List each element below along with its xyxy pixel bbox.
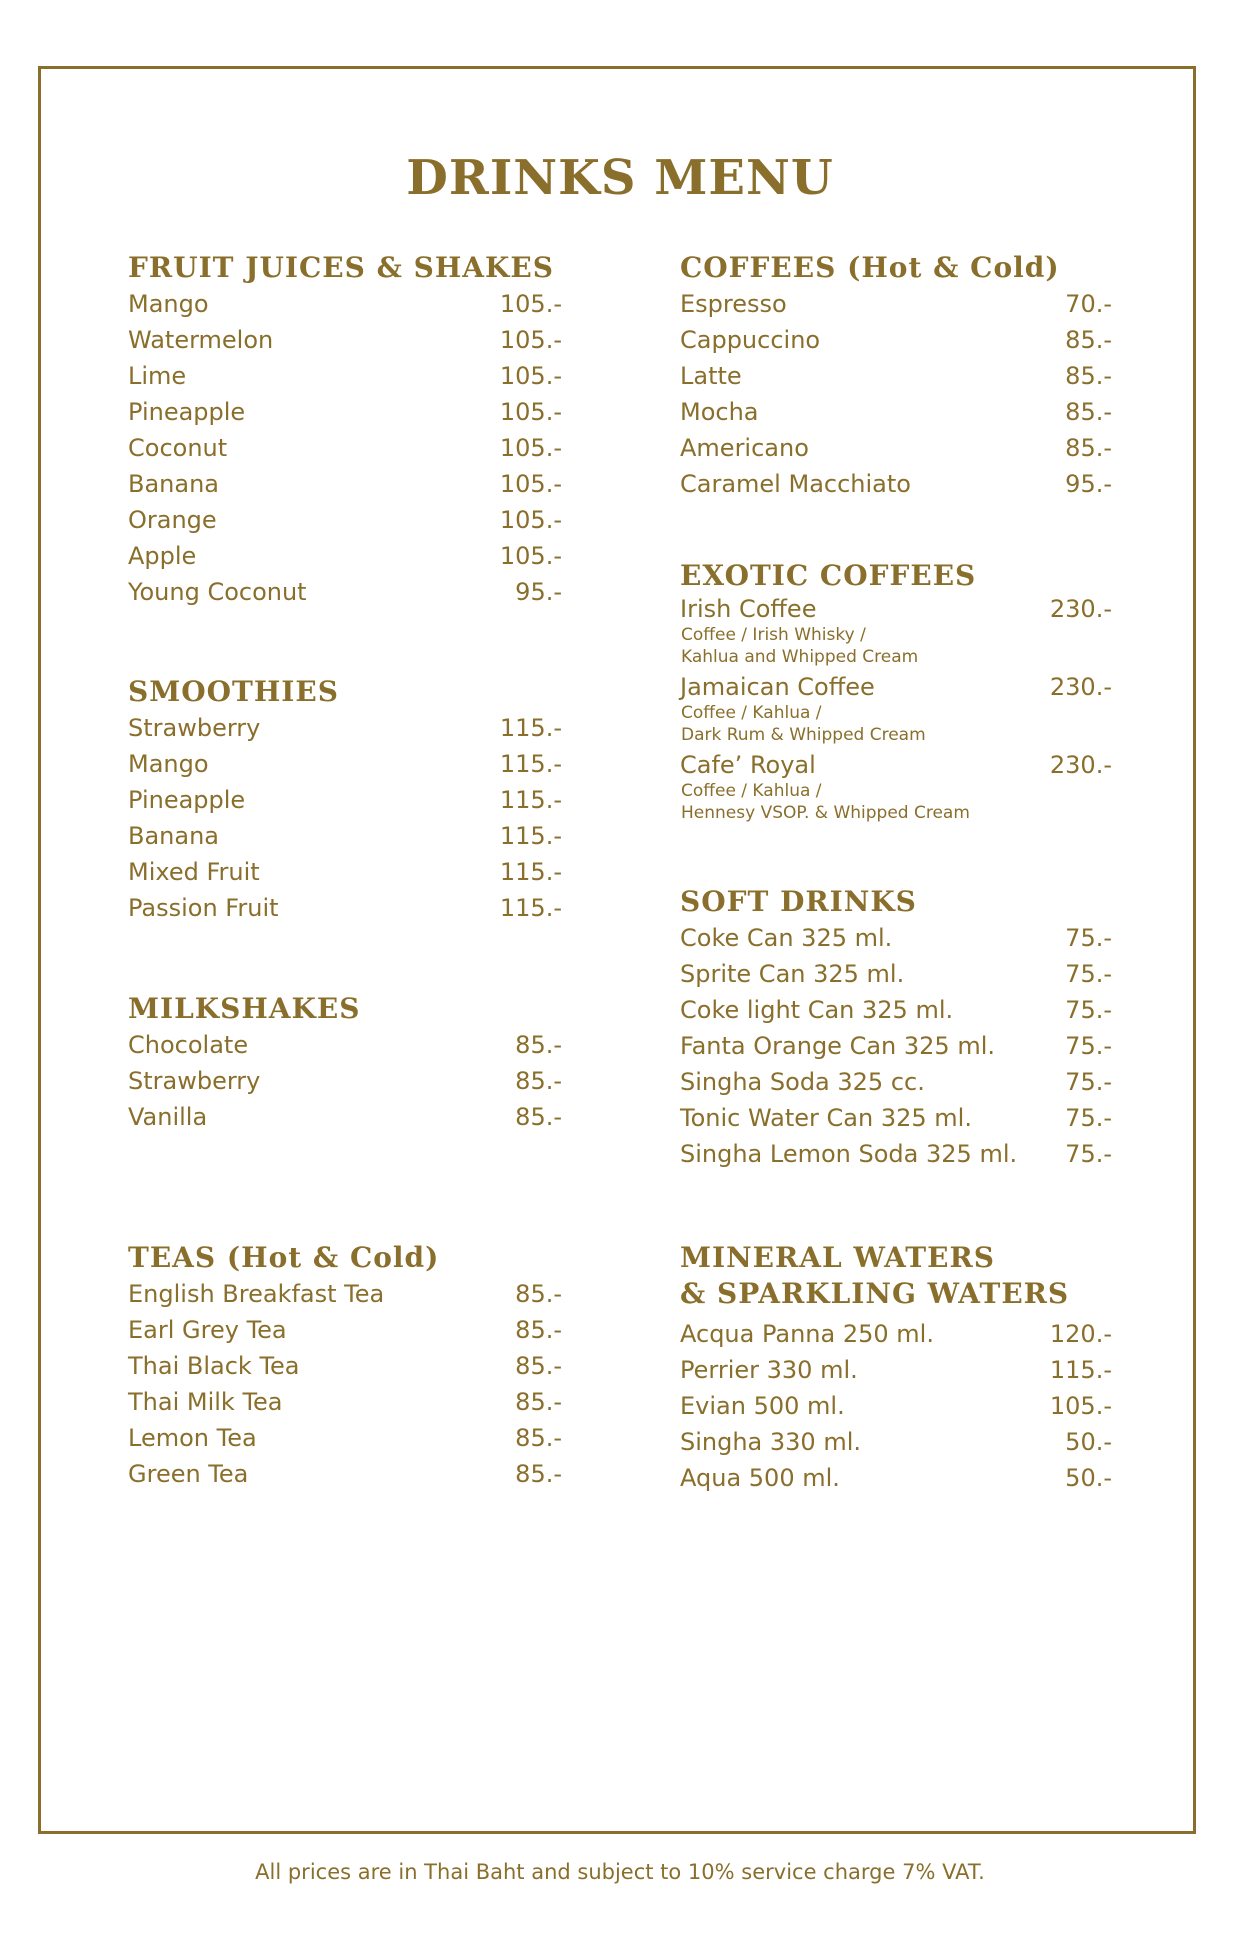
menu-item [680, 956, 1112, 992]
section-smoothies [128, 674, 562, 926]
menu-item [128, 358, 562, 394]
item-name: Green Tea [128, 1460, 249, 1488]
item-list [680, 286, 1112, 502]
item-name: Strawberry [128, 1067, 261, 1095]
item-name: Lime [128, 362, 187, 390]
menu-item [128, 286, 562, 322]
item-price: 115.- [499, 786, 562, 814]
item-list [128, 286, 562, 610]
item-price: 85.- [515, 1031, 562, 1059]
item-price: 230.- [1049, 751, 1112, 779]
menu-title: DRINKS MENU [406, 150, 834, 206]
section-heading: EXOTIC COFFEES [680, 559, 977, 592]
item-description: Dark Rum & Whipped Cream [681, 725, 926, 745]
menu-item [680, 466, 1112, 502]
item-price: 75.- [1065, 1032, 1112, 1060]
menu-item [128, 818, 562, 854]
item-price: 85.- [515, 1316, 562, 1344]
item-price: 120.- [1049, 1320, 1112, 1348]
item-price: 115.- [499, 714, 562, 742]
menu-item [680, 920, 1112, 956]
item-price: 85.- [515, 1460, 562, 1488]
section-soft-drinks [680, 884, 1112, 1172]
item-description: Coffee / Kahlua / [681, 781, 822, 801]
item-price: 105.- [1049, 1392, 1112, 1420]
item-name: Orange [128, 506, 217, 534]
item-price: 75.- [1065, 960, 1112, 988]
section-teas [128, 1240, 562, 1492]
item-name: Jamaican Coffee [680, 673, 875, 701]
item-description: Kahlua and Whipped Cream [681, 647, 919, 667]
item-price: 85.- [515, 1103, 562, 1131]
item-name: Banana [128, 470, 220, 498]
menu-item [680, 322, 1112, 358]
item-name: Acqua Panna 250 ml. [680, 1320, 934, 1348]
menu-item [128, 710, 562, 746]
item-price: 105.- [499, 434, 562, 462]
menu-item [128, 394, 562, 430]
menu-item [680, 1316, 1112, 1352]
item-price: 95.- [515, 578, 562, 606]
item-price: 85.- [1065, 362, 1112, 390]
item-name: Singha Lemon Soda 325 ml. [680, 1140, 1018, 1168]
item-price: 230.- [1049, 673, 1112, 701]
footer-note: All prices are in Thai Baht and subject to 10% service charge 7% VAT. [255, 1860, 985, 1884]
item-name: Cafe’ Royal [680, 751, 816, 779]
item-price: 85.- [1065, 326, 1112, 354]
item-name: Cappuccino [680, 326, 821, 354]
menu-item [680, 1136, 1112, 1172]
menu-item [128, 1063, 562, 1099]
item-name: Espresso [680, 290, 787, 318]
item-price: 85.- [515, 1352, 562, 1380]
item-name: Young Coconut [128, 578, 307, 606]
menu-item [128, 1384, 562, 1420]
item-price: 50.- [1065, 1464, 1112, 1492]
menu-item [680, 286, 1112, 322]
item-name: Coke light Can 325 ml. [680, 996, 954, 1024]
menu-item [128, 854, 562, 890]
item-name: Mocha [680, 398, 759, 426]
section-heading: TEAS (Hot & Cold) [128, 1241, 440, 1274]
section-coffees [680, 250, 1112, 502]
menu-item [128, 574, 562, 610]
item-price: 85.- [515, 1388, 562, 1416]
item-name: Evian 500 ml. [680, 1392, 845, 1420]
item-price: 105.- [499, 506, 562, 534]
item-price: 230.- [1049, 595, 1112, 623]
menu-item [680, 992, 1112, 1028]
item-name: Americano [680, 434, 809, 462]
item-price: 85.- [1065, 398, 1112, 426]
section-milkshakes [128, 991, 562, 1135]
item-name: Perrier 330 ml. [680, 1356, 858, 1384]
item-price: 75.- [1065, 1140, 1112, 1168]
section-heading: COFFEES (Hot & Cold) [680, 251, 1060, 284]
item-price: 105.- [499, 398, 562, 426]
menu-item [680, 1424, 1112, 1460]
item-price: 85.- [515, 1067, 562, 1095]
item-price: 105.- [499, 290, 562, 318]
menu-item [128, 890, 562, 926]
item-list [128, 1027, 562, 1135]
item-price: 50.- [1065, 1428, 1112, 1456]
item-price: 115.- [499, 858, 562, 886]
section-fruit-juices [128, 250, 562, 610]
menu-item [128, 1027, 562, 1063]
menu-item [128, 1420, 562, 1456]
menu-item [680, 394, 1112, 430]
item-name: Mango [128, 750, 209, 778]
item-name: Coconut [128, 434, 228, 462]
menu-item [128, 1099, 562, 1135]
item-name: Lemon Tea [128, 1424, 257, 1452]
item-name: Pineapple [128, 786, 246, 814]
item-name: Fanta Orange Can 325 ml. [680, 1032, 995, 1060]
item-name: Singha Soda 325 cc. [680, 1068, 925, 1096]
item-list [680, 1316, 1112, 1496]
menu-item [128, 466, 562, 502]
item-price: 105.- [499, 470, 562, 498]
item-price: 115.- [499, 822, 562, 850]
menu-item [680, 1064, 1112, 1100]
menu-item [680, 1352, 1112, 1388]
item-price: 85.- [515, 1280, 562, 1308]
item-name: Tonic Water Can 325 ml. [680, 1104, 972, 1132]
item-name: Chocolate [128, 1031, 249, 1059]
item-name: Mixed Fruit [128, 858, 260, 886]
item-name: Singha 330 ml. [680, 1428, 862, 1456]
menu-item [680, 594, 1112, 668]
menu-item [680, 358, 1112, 394]
item-description: Hennesy VSOP. & Whipped Cream [681, 803, 970, 823]
section-heading: FRUIT JUICES & SHAKES [128, 251, 554, 284]
item-name: Vanilla [128, 1103, 208, 1131]
section-heading: & SPARKLING WATERS [680, 1277, 1070, 1310]
menu-item [680, 672, 1112, 746]
item-name: Caramel Macchiato [680, 470, 911, 498]
item-price: 95.- [1065, 470, 1112, 498]
item-list [128, 1276, 562, 1492]
section-heading: MILKSHAKES [128, 992, 361, 1025]
menu-item [128, 502, 562, 538]
menu-item [128, 322, 562, 358]
item-price: 75.- [1065, 1068, 1112, 1096]
item-name: Strawberry [128, 714, 261, 742]
item-description: Coffee / Irish Whisky / [681, 625, 866, 645]
item-description: Coffee / Kahlua / [681, 703, 822, 723]
menu-item [128, 782, 562, 818]
section-heading: SMOOTHIES [128, 675, 339, 708]
menu-item [128, 538, 562, 574]
section-heading: MINERAL WATERS [680, 1241, 995, 1274]
item-price: 115.- [499, 894, 562, 922]
item-price: 115.- [499, 750, 562, 778]
item-price: 75.- [1065, 996, 1112, 1024]
item-name: Banana [128, 822, 220, 850]
menu-item [128, 746, 562, 782]
menu-item [128, 430, 562, 466]
menu-item [128, 1312, 562, 1348]
item-name: Thai Milk Tea [128, 1388, 283, 1416]
item-name: Watermelon [128, 326, 274, 354]
menu-item [680, 1388, 1112, 1424]
menu-item [680, 1460, 1112, 1496]
item-list [680, 920, 1112, 1172]
menu-item [128, 1276, 562, 1312]
section-mineral-waters [680, 1240, 1112, 1496]
item-name: Mango [128, 290, 209, 318]
item-price: 85.- [1065, 434, 1112, 462]
item-name: Apple [128, 542, 197, 570]
item-name: Pineapple [128, 398, 246, 426]
menu-item [680, 1100, 1112, 1136]
menu-item [128, 1348, 562, 1384]
item-price: 70.- [1065, 290, 1112, 318]
menu-item [128, 1456, 562, 1492]
item-price: 105.- [499, 362, 562, 390]
item-price: 75.- [1065, 924, 1112, 952]
item-name: Irish Coffee [680, 595, 817, 623]
section-heading: SOFT DRINKS [680, 885, 917, 918]
item-price: 75.- [1065, 1104, 1112, 1132]
menu-item [680, 430, 1112, 466]
item-list [680, 594, 1112, 824]
menu-item [680, 1028, 1112, 1064]
item-name: Thai Black Tea [128, 1352, 300, 1380]
item-name: Sprite Can 325 ml. [680, 960, 905, 988]
item-name: Latte [680, 362, 742, 390]
item-name: Passion Fruit [128, 894, 279, 922]
item-price: 105.- [499, 326, 562, 354]
item-list [128, 710, 562, 926]
item-name: Coke Can 325 ml. [680, 924, 893, 952]
item-name: English Breakfast Tea [128, 1280, 385, 1308]
item-price: 115.- [1049, 1356, 1112, 1384]
item-name: Aqua 500 ml. [680, 1464, 840, 1492]
menu-item [680, 750, 1112, 824]
item-price: 105.- [499, 542, 562, 570]
section-exotic-coffees [680, 558, 1112, 828]
item-price: 85.- [515, 1424, 562, 1452]
item-name: Earl Grey Tea [128, 1316, 287, 1344]
